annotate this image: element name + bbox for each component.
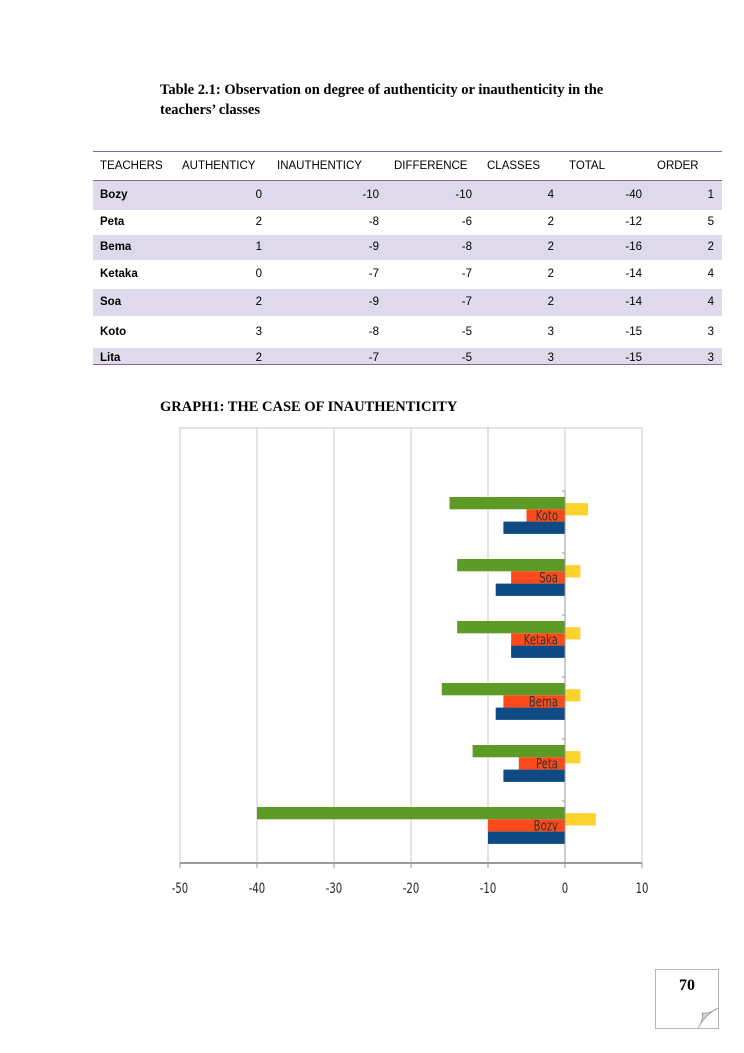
cell-total: -15	[625, 325, 642, 338]
cell-order: 4	[707, 268, 714, 280]
category-label: Peta	[535, 755, 558, 772]
cell-inauthenticy: -7	[270, 348, 387, 365]
cell-authenticy: 0	[175, 181, 270, 210]
header-authenticy: AUTHENTICY	[175, 152, 270, 181]
page-number-box	[655, 969, 719, 1029]
category-label: Bema	[528, 693, 558, 710]
cell-inauthenticy: -9	[270, 235, 387, 260]
bar-authenticy-ketaka	[565, 627, 580, 639]
page-number: 70	[679, 977, 695, 994]
cell-order: 4	[650, 289, 722, 316]
cell-total: -16	[562, 235, 650, 260]
x-tick-label: -40	[248, 880, 266, 897]
cell-order: 1	[650, 181, 722, 210]
cell-order: 2	[650, 235, 722, 260]
page-curl-icon	[656, 970, 718, 1028]
bar-authenticy-soa	[565, 565, 580, 577]
cell-classes: 2	[480, 289, 562, 316]
bar-total-bozy	[257, 807, 565, 819]
x-tick-label: 10	[635, 880, 649, 897]
cell-authenticy: 3	[255, 325, 262, 338]
cell-classes: 2	[480, 235, 562, 260]
cell-difference: -6	[461, 216, 472, 228]
x-tick-label: -50	[171, 880, 189, 897]
header-inauthenticy: INAUTHENTICY	[270, 152, 387, 181]
x-tick-label: 0	[561, 880, 569, 897]
cell-authenticy: 1	[175, 235, 270, 260]
category-label: Soa	[539, 569, 558, 586]
cell-total: -40	[562, 181, 650, 210]
cell-authenticy: 0	[255, 268, 262, 280]
cell-total: -14	[625, 268, 642, 280]
cell-order: 5	[707, 216, 714, 228]
header-teachers: TEACHERS	[93, 152, 175, 181]
header-classes: CLASSES	[480, 152, 562, 181]
bar-group	[257, 497, 596, 844]
cell-teacher: Ketaka	[100, 268, 138, 280]
header-total: TOTAL	[562, 152, 650, 181]
cell-teacher: Bema	[93, 235, 175, 260]
cell-teacher: Bozy	[93, 181, 175, 210]
cell-teacher: Lita	[93, 348, 175, 365]
cell-inauthenticy: -10	[270, 181, 387, 210]
bar-authenticy-peta	[565, 751, 580, 763]
cell-inauthenticy: -7	[368, 268, 379, 280]
cell-authenticy: 2	[175, 289, 270, 316]
cell-inauthenticy: -9	[270, 289, 387, 316]
cell-authenticy: 2	[175, 348, 270, 365]
cell-difference: -10	[387, 181, 480, 210]
cell-teacher: Peta	[100, 216, 125, 228]
cell-inauthenticy: -8	[368, 216, 379, 228]
cell-classes: 4	[480, 181, 562, 210]
cell-difference: -7	[387, 289, 480, 316]
graph-title: GRAPH1: THE CASE OF INAUTHENTICITY	[160, 399, 458, 415]
bar-authenticy-bema	[565, 689, 580, 701]
cell-difference: -5	[387, 348, 480, 365]
cell-difference: -5	[461, 325, 472, 338]
cell-classes: 3	[547, 325, 554, 338]
category-label: Ketaka	[523, 631, 558, 648]
x-tick-label: -20	[402, 880, 420, 897]
category-label: Bozy	[533, 817, 558, 834]
cell-classes: 3	[480, 348, 562, 365]
bar-authenticy-bozy	[565, 813, 596, 825]
x-tick-label: -10	[479, 880, 497, 897]
cell-inauthenticy: -8	[368, 325, 379, 338]
cell-authenticy: 2	[255, 216, 262, 228]
category-label: Koto	[535, 507, 558, 524]
bar-authenticy-koto	[565, 503, 588, 515]
x-tick-label: -30	[325, 880, 343, 897]
cell-classes: 2	[547, 268, 554, 280]
cell-difference: -7	[461, 268, 472, 280]
cell-difference: -8	[387, 235, 480, 260]
cell-teacher: Soa	[93, 289, 175, 316]
cell-order: 3	[650, 348, 722, 365]
value-axis	[172, 863, 649, 896]
cell-classes: 2	[547, 216, 554, 228]
cell-total: -15	[562, 348, 650, 365]
table-caption: Table 2.1: Observation on degree of authenticity or inauthenticity in the teachers’ classes	[160, 82, 604, 118]
header-difference: DIFFERENCE	[387, 152, 480, 181]
header-order: ORDER	[650, 152, 722, 181]
cell-teacher: Koto	[100, 325, 127, 338]
cell-order: 3	[707, 325, 714, 338]
cell-total: -12	[625, 216, 642, 228]
cell-total: -14	[562, 289, 650, 316]
